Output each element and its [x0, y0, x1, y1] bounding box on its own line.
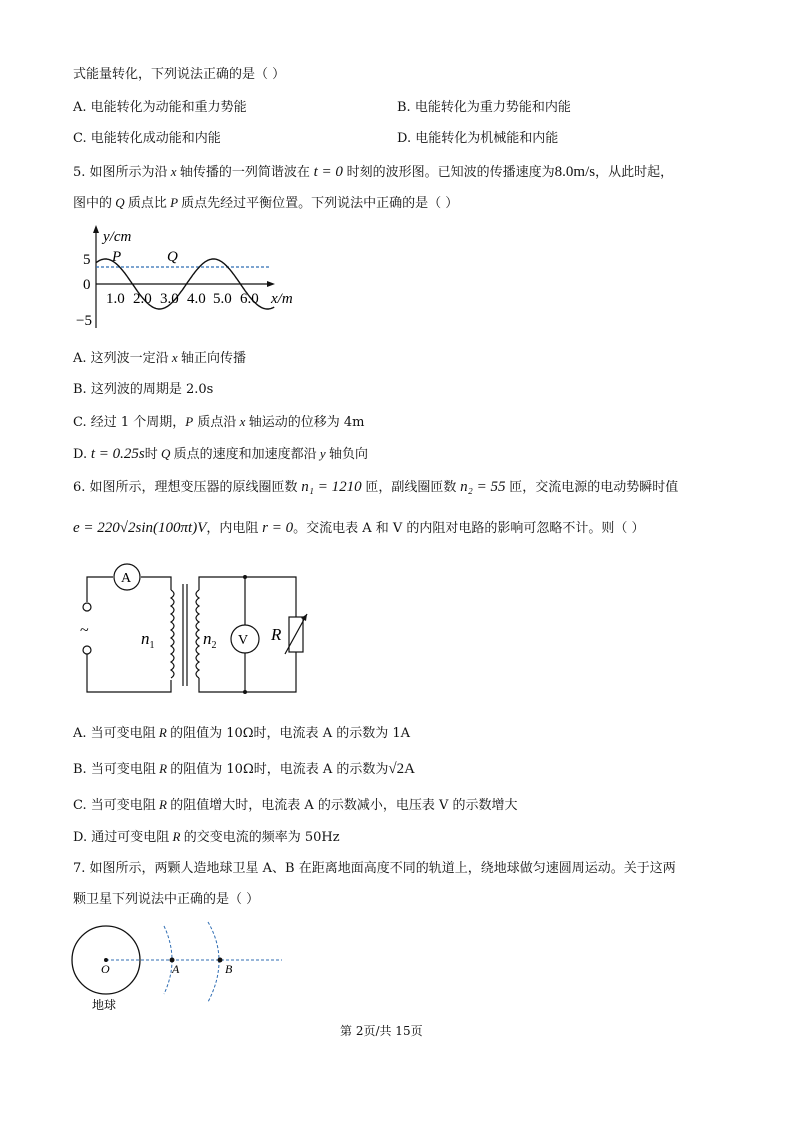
terminal-top — [83, 603, 91, 611]
x-tick-2: 2.0 — [133, 291, 152, 307]
q7-stem-line2: 颗卫星下列说法中正确的是（ ） — [73, 892, 260, 907]
earth-label: 地球 — [92, 998, 117, 1012]
q6-circuit-figure — [75, 562, 305, 697]
terminal-bottom — [83, 646, 91, 654]
secondary-wire-top — [199, 577, 296, 617]
q4-option-d: D. 电能转化为机械能和内能 — [397, 131, 559, 146]
q5-wave-figure — [70, 224, 310, 334]
q4-stem-tail: 式能量转化，下列说法正确的是（ ） — [73, 67, 286, 82]
label-o: O — [101, 962, 110, 976]
label-a: A — [172, 962, 180, 976]
x-tick-3: 3.0 — [160, 291, 179, 307]
q5-option-b: B. 这列波的周期是 2.0s — [73, 382, 214, 397]
q5-option-d: D. t = 0.25s时 Q 质点的速度和加速度都沿 y 轴负向 — [73, 446, 368, 462]
q5-stem-line2: 图中的 Q 质点比 P 质点先经过平衡位置。下列说法中正确的是（ ） — [73, 195, 459, 211]
junction-bottom — [243, 690, 247, 694]
primary-coil — [171, 590, 174, 678]
orbit-b-arc — [208, 922, 219, 1002]
ac-source-symbol: ~ — [80, 622, 89, 639]
label-n1: $n_1$ — [141, 629, 155, 651]
ammeter-label: A — [121, 571, 132, 586]
q7-orbit-figure — [70, 920, 290, 1015]
x-tick-4: 4.0 — [187, 291, 206, 307]
q4-option-b: B. 电能转化为重力势能和内能 — [397, 100, 571, 115]
x-tick-1: 1.0 — [106, 291, 125, 307]
q6-option-d: D. 通过可变电阻 R 的交变电流的频率为 50Hz — [73, 829, 340, 845]
primary-wire-top-right — [141, 577, 171, 590]
voltmeter-label: V — [238, 633, 249, 648]
x-tick-6: 6.0 — [240, 291, 259, 307]
label-p: P — [112, 249, 122, 265]
label-n2: $n_2$ — [203, 629, 217, 651]
secondary-wire-bottom — [199, 652, 296, 692]
primary-wire-bottom — [87, 654, 171, 692]
junction-top — [243, 575, 247, 579]
x-axis-label: x/m — [271, 291, 293, 307]
q4-option-c: C. 电能转化成动能和内能 — [73, 131, 221, 146]
q5-stem-line1: 5. 如图所示为沿 x 轴传播的一列简谐波在 t = 0 时刻的波形图。已知波的传播速度为8.0m/s，从此时起， — [73, 164, 674, 180]
q6-stem-line1: 6. 如图所示，理想变压器的原线圈匝数 n₁ = 1210 匝，副线圈匝数 n₂ = 55 匝，交流电源的电动势瞬时值 — [73, 479, 679, 495]
q7-stem-line1: 7. 如图所示，两颗人造地球卫星 A、B 在距离地面高度不同的轨道上，绕地球做匀速圆周运动。关于这两 — [73, 861, 676, 876]
q6-stem-line2: e = 220√2sin(100πt)V，内电阻 r = 0。交流电表 A 和 V 的内阻对电路的影响可忽略不计。则（ ） — [73, 520, 645, 536]
label-r: R — [271, 625, 282, 644]
y-tick-5: 5 — [83, 252, 91, 268]
x-axis-arrow — [267, 281, 275, 287]
q6-option-a: A. 当可变电阻 R 的阻值为 10Ω时，电流表 A 的示数为 1A — [73, 725, 411, 741]
q6-option-c: C. 当可变电阻 R 的阻值增大时，电流表 A 的示数减小，电压表 V 的示数增大 — [73, 797, 518, 813]
y-tick-neg5: −5 — [76, 313, 92, 329]
label-b: B — [225, 962, 233, 976]
q4-option-a: A. 电能转化为动能和重力势能 — [73, 100, 247, 115]
y-axis-arrow — [93, 225, 99, 233]
secondary-coil — [196, 590, 199, 678]
resistor-arrow-shaft — [285, 614, 307, 654]
satellite-b-dot — [218, 958, 223, 963]
y-tick-0: 0 — [83, 277, 91, 293]
page-footer: 第 2页/共 15页 — [340, 1024, 423, 1038]
q6-option-b: B. 当可变电阻 R 的阻值为 10Ω时，电流表 A 的示数为√2A — [73, 761, 415, 777]
q5-option-a: A. 这列波一定沿 x 轴正向传播 — [73, 350, 246, 366]
y-axis-label: y/cm — [103, 229, 132, 245]
primary-wire-top-left — [87, 577, 113, 602]
x-tick-5: 5.0 — [213, 291, 232, 307]
label-q: Q — [167, 249, 178, 265]
q5-option-c: C. 经过 1 个周期，P 质点沿 x 轴运动的位移为 4m — [73, 414, 365, 430]
